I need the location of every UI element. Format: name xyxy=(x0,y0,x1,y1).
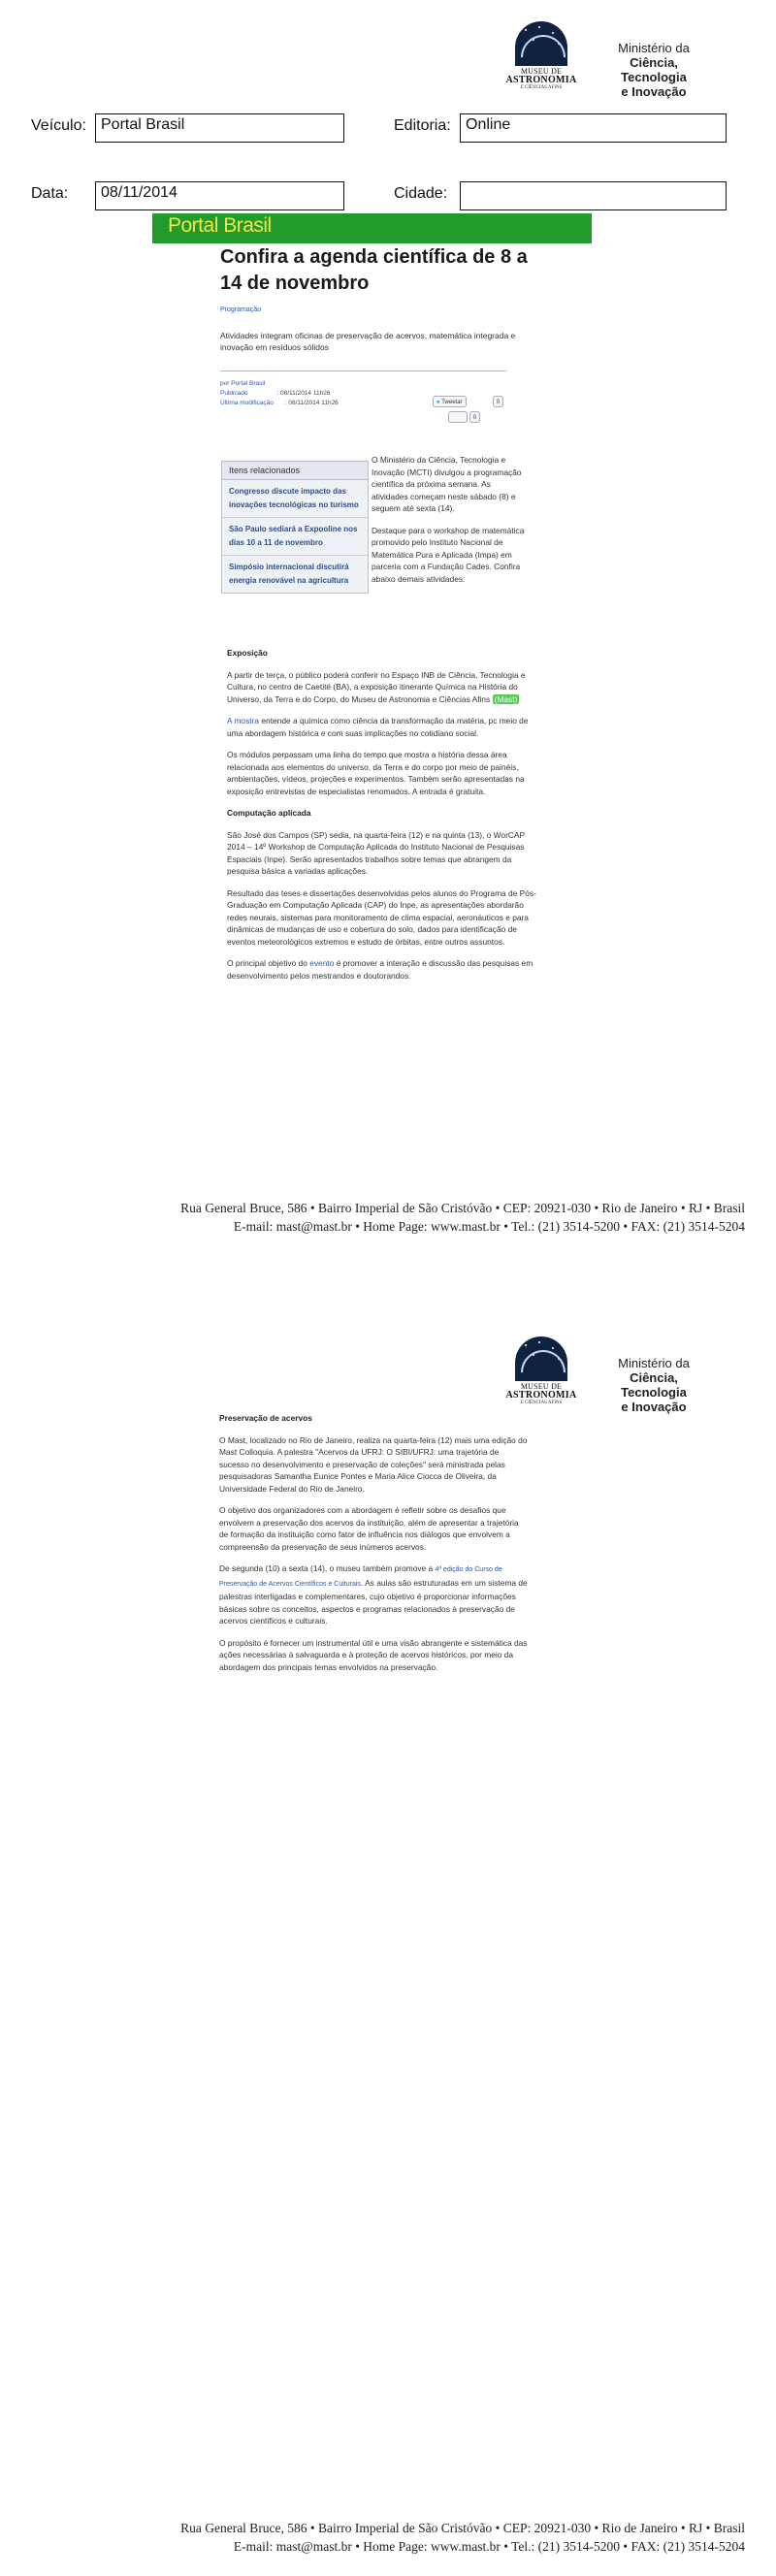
section-title-computacao: Computação aplicada xyxy=(227,808,311,818)
footer-contact: E-mail: mast@mast.br • Home Page: www.mast.br • Tel.: (21) 3514-5200 • FAX: (21) 3514-5204 xyxy=(233,1219,745,1234)
telescope-dome-icon xyxy=(515,21,567,66)
data-label: Data: xyxy=(31,185,69,202)
museum-line3: E CIÊNCIAS AFINS xyxy=(520,1401,563,1405)
related-item[interactable]: Congresso discute impacto das inovações tecnológicas no turismo xyxy=(222,480,368,518)
editoria-label: Editoria: xyxy=(394,117,451,134)
intro-text xyxy=(372,454,527,595)
preservacao-paragraph-2: O objetivo dos organizadores com a abordagem é refletir sobre os desafios que envolvem a preservação dos acervos da instituição, além de apresentar a trajetória de formação da instituição como fator de influência nos diálogos que envolvem a compreensão da preservação de seus inúmeros acervos. xyxy=(219,1505,519,1552)
veiculo-field[interactable]: Portal Brasil xyxy=(95,113,344,143)
museum-line1: MUSEU DE xyxy=(520,1382,563,1391)
veiculo-label: Veículo: xyxy=(31,117,86,134)
footer-contact: E-mail: mast@mast.br • Home Page: www.mast.br • Tel.: (21) 3514-5200 • FAX: (21) 3514-5204 xyxy=(233,2539,745,2554)
museum-line2: ASTRONOMIA xyxy=(505,1390,577,1401)
cidade-label: Cidade: xyxy=(394,185,448,202)
footer-page2 xyxy=(0,2519,745,2556)
ministry-line3: e Inovação xyxy=(621,1400,687,1414)
ministry-logo xyxy=(600,1356,707,1414)
ministry-line1: Ministério da xyxy=(618,1356,690,1370)
tweet-button[interactable]: ● Tweetar xyxy=(433,396,467,407)
cidade-field[interactable] xyxy=(460,181,727,210)
divider xyxy=(220,370,506,371)
article-body-page1 xyxy=(227,647,537,991)
computacao-paragraph-3: O principal objetivo do evento é promover a interação e discussão das pesquisas em desenvolvimento pelos mestrandos e doutorandos. xyxy=(227,958,534,981)
plusone-button[interactable] xyxy=(448,411,468,423)
telescope-dome-icon xyxy=(515,1336,567,1381)
tweet-count: 0 xyxy=(493,396,503,407)
modified-row: Última modificação : 08/11/2014 11h26 xyxy=(220,400,339,406)
ministry-line1: Ministério da xyxy=(618,41,690,55)
footer-address: Rua General Bruce, 586 • Bairro Imperial de São Cristóvão • CEP: 20921-030 • Rio de Janeiro • RJ • Brasil xyxy=(180,2521,745,2535)
preservacao-paragraph-3: De segunda (10) a sexta (14), o museu também promove a 4ª edição do Curso de Preservação de Acervos Científicos e Culturais. As aulas são estruturadas em um sistema de palestras interligadas e complementares, cujo objetivo é proporcionar informações básicas sobre os conceitos, aspectos e programas relacionados à preservação de acervos científicos e culturais. xyxy=(219,1563,528,1626)
article-category[interactable]: Programação xyxy=(220,306,262,313)
twitter-bird-icon: ● xyxy=(436,400,440,405)
article-author[interactable]: por Portal Brasil xyxy=(220,380,266,387)
published-row: Publicado : 08/11/2014 11h26 xyxy=(220,390,331,397)
intro-paragraph-1: O Ministério da Ciência, Tecnologia e Inovação (MCTI) divulgou a programação científica da próxima semana. As atividades começam neste sábado (8) e seguem até sexta (14). xyxy=(372,455,522,513)
evento-link[interactable]: evento xyxy=(309,958,335,968)
section-title-preservacao: Preservação de acervos xyxy=(219,1413,312,1423)
related-item[interactable]: São Paulo sediará a Expooline nos dias 10 a 11 de novembro xyxy=(222,518,368,556)
exposicao-paragraph-3: Os módulos perpassam uma linha do tempo que mostra a história dessa área relacionada aos elementos do universo, da Terra e do corpo por meio de painéis, ambientações, vídeos, projeções e experimentos. Também serão apresentadas na exposição entrevistas de especialistas renomados. A entrada é gratuita. xyxy=(227,750,525,796)
article-lead: Atividades integram oficinas de preservação de acervos, matemática integrada e inovação em resíduos sólidos xyxy=(220,331,516,352)
source-banner: Portal Brasil xyxy=(152,213,592,243)
museum-line3: E CIÊNCIAS AFINS xyxy=(520,85,563,90)
ministry-line2: Ciência, Tecnologia xyxy=(621,1370,687,1400)
preservacao-paragraph-1: O Mast, localizado no Rio de Janeiro, realiza na quarta-feira (12) mais uma edição do Mast Colloquia. A palestra "Acervos da UFRJ: O SIBI/UFRJ: uma trajetória de sucesso no desenvolvimento e preservação de coleções" será ministrada pelas pesquisadoras Samantha Eunice Pontes e Maria Alice Ciocca de Oliveira, da Universidade Federal do Rio de Janeiro. xyxy=(219,1434,528,1494)
article-headline: Confira a agenda científica de 8 a 14 de novembro xyxy=(220,246,528,294)
mast-logo xyxy=(502,21,580,89)
intro-paragraph-2: Destaque para o workshop de matemática promovido pelo Instituto Nacional de Matemática Pura e Aplicada (Impa) em parceria com a Fundação Cades. Confira abaixo demais atividades: xyxy=(372,525,525,584)
mostra-link[interactable]: A mostra xyxy=(227,716,260,725)
preservacao-paragraph-4: O propósito é fornecer um instrumental útil e uma visão abrangente e sistemática das ações necessárias à salvaguarda e à proteção de acervos históricos, por meio da abordagem dos principais temas envolvidos na preservação. xyxy=(219,1637,528,1672)
editoria-field[interactable]: Online xyxy=(460,113,727,143)
mast-logo xyxy=(502,1336,580,1404)
ministry-line3: e Inovação xyxy=(621,84,687,99)
museum-line1: MUSEU DE xyxy=(520,67,563,76)
section-title-exposicao: Exposição xyxy=(227,648,268,658)
mast-link-badge[interactable]: (Mast) xyxy=(494,693,518,704)
footer-address: Rua General Bruce, 586 • Bairro Imperial de São Cristóvão • CEP: 20921-030 • Rio de Janeiro • RJ • Brasil xyxy=(180,1201,745,1215)
exposicao-paragraph-1: A partir de terça, o público poderá conferir no Espaço INB de Ciência, Tecnologia e Cultura, no centro de Caetité (BA), a exposição itinerante Química na História do Universo, da Terra e do Corpo, do Museu de Astronomia e Ciências Afins (Mast) xyxy=(227,669,526,704)
ministry-line2: Ciência, Tecnologia xyxy=(621,55,687,84)
related-items-box xyxy=(221,461,369,594)
computacao-paragraph-2: Resultado das teses e dissertações desenvolvidas pelos alunos do Programa de Pós-Graduação em Computação Aplicada (CAP) do Inpe, as apresentações abordarão redes neurais, sistemas para monitoramento de clima espacial, aeronáuticos e para dinâmicas de mudanças de uso e cobertura do solo, dados para identificação de eventos meteorológicos extremos e estudo de órbitas, entre outros assuntos. xyxy=(227,887,536,947)
article-body-page2 xyxy=(219,1412,530,1683)
museum-line2: ASTRONOMIA xyxy=(505,75,577,85)
related-title: Itens relacionados xyxy=(222,462,368,480)
ministry-logo xyxy=(600,41,707,99)
related-item[interactable]: Simpósio internacional discutirá energia renovável na agricultura xyxy=(229,563,349,585)
curso-link[interactable]: 4ª edição do Curso de Preservação de Acervos Científicos e Culturais xyxy=(219,1566,502,1588)
footer-page1 xyxy=(0,1199,745,1236)
plusone-count: 0 xyxy=(469,411,480,423)
computacao-paragraph-1: São José dos Campos (SP) sedia, na quarta-feira (12) e na quinta (13), o WorCAP 2014 – 14º Workshop de Computação Aplicada do Instituto Nacional de Pesquisas Espaciais (Inpe). Serão apresentados trabalhos sobre temas que abrangem da pesquisa básica a variadas aplicações. xyxy=(227,829,525,876)
data-field[interactable]: 08/11/2014 xyxy=(95,181,344,210)
exposicao-paragraph-2: A mostra entende a química como ciência da transformação da matéria, pc meio de uma abordagem histórica e com suas implicações no cotidiano social. xyxy=(227,716,529,738)
